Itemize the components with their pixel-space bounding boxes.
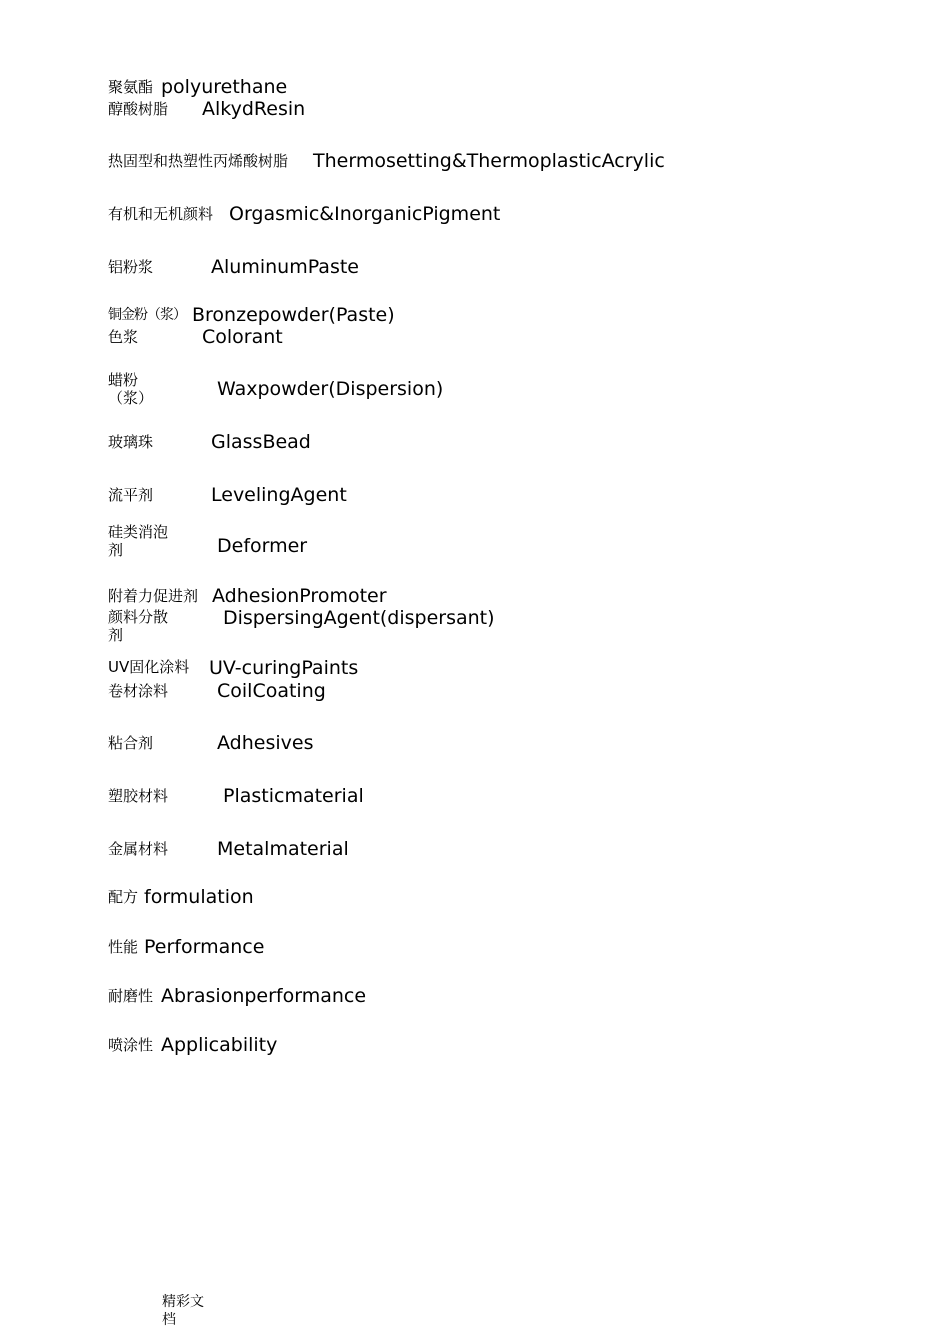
term-zh: 颜料分散剂 <box>108 608 169 644</box>
term-zh: 聚氨酯 <box>108 78 154 96</box>
term-zh: 铝粉浆 <box>108 258 154 276</box>
term-zh: UV固化涂料 <box>108 658 190 676</box>
term-en: Adhesives <box>217 732 314 754</box>
term-zh: 配方 <box>108 888 139 906</box>
term-en: UV-curingPaints <box>209 657 359 679</box>
term-en: Colorant <box>202 326 283 348</box>
term-en: Deformer <box>217 535 308 557</box>
term-en: Waxpowder(Dispersion) <box>217 378 444 400</box>
term-zh: 附着力促进剂 <box>108 587 199 605</box>
term-zh: 粘合剂 <box>108 734 154 752</box>
term-zh: 蜡粉（浆） <box>108 371 154 407</box>
term-en: LevelingAgent <box>211 484 347 506</box>
term-zh: 有机和无机颜料 <box>108 205 214 223</box>
term-en: AlkydResin <box>202 98 306 120</box>
term-zh: 金属材料 <box>108 840 169 858</box>
term-en: polyurethane <box>161 76 288 98</box>
term-zh: 玻璃珠 <box>108 433 154 451</box>
term-en: Bronzepowder(Paste) <box>192 304 395 326</box>
term-en: AdhesionPromoter <box>212 585 387 607</box>
term-zh: 硅类消泡剂 <box>108 523 169 559</box>
term-en: Thermosetting&ThermoplasticAcrylic <box>313 150 665 172</box>
term-zh: 色浆 <box>108 328 139 346</box>
term-en: Metalmaterial <box>217 838 349 860</box>
term-zh: 铜金粉（浆） <box>108 307 186 323</box>
term-zh: 醇酸树脂 <box>108 100 169 118</box>
term-en: Performance <box>144 936 265 958</box>
term-zh: 热固型和热塑性丙烯酸树脂 <box>108 152 289 170</box>
term-zh: 喷涂性 <box>108 1036 154 1054</box>
term-en: AluminumPaste <box>211 256 359 278</box>
term-en: GlassBead <box>211 431 311 453</box>
term-zh: 流平剂 <box>108 486 154 504</box>
page-footer: 精彩文档 <box>162 1294 204 1328</box>
term-zh: 性能 <box>108 938 139 956</box>
term-en: Applicability <box>161 1034 278 1056</box>
term-zh: 塑胶材料 <box>108 787 169 805</box>
term-zh: 卷材涂料 <box>108 682 169 700</box>
term-en: Abrasionperformance <box>161 985 367 1007</box>
term-en: CoilCoating <box>217 680 326 702</box>
term-en: Orgasmic&InorganicPigment <box>229 203 501 225</box>
term-en: Plasticmaterial <box>223 785 364 807</box>
term-zh: 耐磨性 <box>108 987 154 1005</box>
term-en: DispersingAgent(dispersant) <box>223 607 495 629</box>
term-en: formulation <box>144 886 254 908</box>
